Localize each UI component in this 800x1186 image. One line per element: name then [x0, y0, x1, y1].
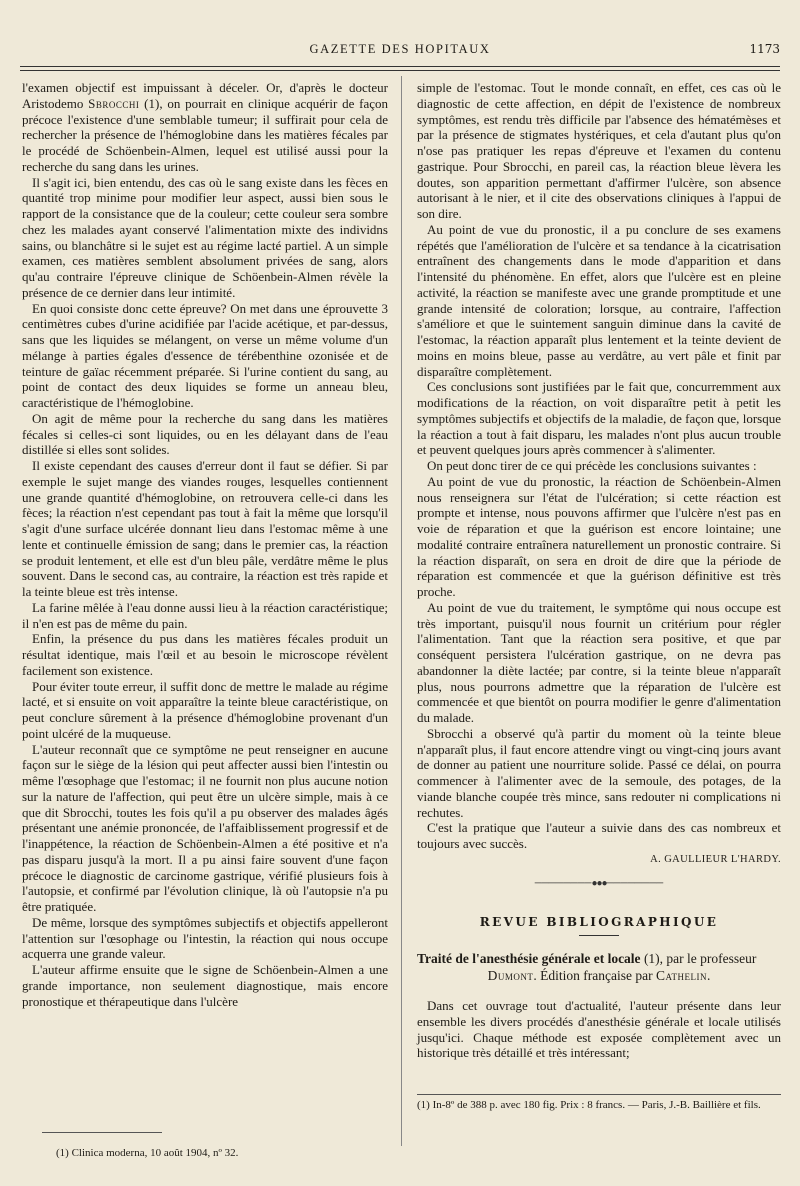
header-rule — [20, 66, 780, 67]
paragraph: Enfin, la présence du pus dans les matières fécales produit un résultat identique, mais l'œil et au besoin le microscope révèlent facilement son existence. — [22, 631, 388, 678]
page-number: 1173 — [749, 42, 780, 56]
paragraph: simple de l'estomac. Tout le monde connaît, en effet, ces cas où le diagnostic de cette affection, en dépit de l'existence de nombreux symptômes, est rendu très difficile par l'absence des hématémèses et par la présence de stigmates hystériques, et cela d'autant plus qu'on n'ose pas pratiquer les repas d'épreuve et l'examen du contenu gastrique. Pour Sbrocchi, en pareil cas, la réaction bleue lèvera les doutes, son apparition permettant d'affirmer l'ulcère, son absence autorisant à le nier, et il cite des observations cliniques à l'appui de son dire. — [417, 80, 781, 221]
paragraph: De même, lorsque des symptômes subjectifs et objectifs appelleront l'attention sur l'œsophage ou l'intestin, la réaction qui nous occupe acquerra une grande valeur. — [22, 914, 388, 962]
author-name: Sbrocchi — [88, 95, 140, 111]
footnote-rule — [42, 1132, 162, 1133]
paragraph: Il existe cependant des causes d'erreur dont il faut se défier. Si par exemple le sujet mange des viandes rouges, lesquelles contiennent une grande quantité d'hémoglobine, on retrouvera celle-ci dans les fèces; la réaction n'est cependant pas tout à fait la même que lorsqu'il s'agit d'une surface ulcérée donnant lieu dans l'estomac même à une lente et continuelle émission de sang; dans le premier cas, la réaction se produit lentement, et elle est d'un bleu pâle, verdâtre même le plus souvent. Dans le second cas, au contraire, la réaction est très rapide et la teinte bleue est très intense. — [22, 458, 388, 599]
journal-title: GAZETTE DES HOPITAUX — [309, 42, 491, 56]
paragraph: l'examen objectif est impuissant à déceler. Or, d'après le docteur Aristodemo Sbrocchi (1), on pourrait en clinique acquérir de façon précoce l'existence d'une semblable tumeur; il suffirait pour cela de rechercher la présence de l'hémoglobine dans les matières fécales par le procédé de Schöenbein-Almen, lequel est utilisé aussi pour la recherche du sang dans les urines. — [22, 80, 388, 174]
column-divider — [401, 76, 402, 1146]
paragraph: Sbrocchi a observé qu'à partir du moment où la teinte bleue n'apparaît plus, il faut encore attendre vingt ou vingt-cinq jours avant de donner au patient une nourriture solide. Passé ce délai, on pourra commencer à l'alimenter avec de la semoule, des potages, de la viande blanche coupée très mince, sans redouter ni complications ni rechutes. — [417, 725, 781, 820]
page-header — [20, 42, 780, 60]
paragraph: Pour éviter toute erreur, il suffit donc de mettre le malade au régime lacté, et si ensuite on voit apparaître la teinte bleue caractéristique, on peut conclure sûrement à la présence d'hémoglobine provenant d'un point ulcéré de la muqueuse. — [22, 678, 388, 741]
paragraph: Au point de vue du pronostic, il a pu conclure de ses examens répétés que l'amélioration de l'ulcère et sa tendance à la cicatrisation entraînent des changements dans le mode d'apparition et dans l'intensité du phénomène. En effet, alors que l'ulcère est en pleine activité, la réaction se manifeste avec une grande promptitude et une grande intensité de coloration; lorsque, au contraire, l'affection s'améliore et que le suintement sanguin diminue dans la cavité de l'estomac, la réaction apparaît plus lentement et la teinte devient de moins en moins bleue, passe au verdâtre, au vert pâle et finit par disparaître complètement. — [417, 221, 781, 379]
header-rule-double — [20, 70, 780, 71]
footnote-rule — [417, 1094, 781, 1095]
footnote: (1) In-8º de 388 p. avec 180 fig. Prix : 8 francs. — Paris, J.-B. Baillière et fils. — [417, 1099, 761, 1111]
paragraph: En quoi consiste donc cette épreuve? On met dans une éprouvette 3 centimètres cubes d'urine acidifiée par l'acide acétique, et par-dessus, sans que les liquides se mélangent, on verse un même volume d'un mélange à parties égales d'essence de térébenthine ozonisée et de teinture de gaïac récemment préparée. Si l'urine contient du sang, au point de contact des deux liquides se forme un anneau bleu, caractéristique de l'hémoglobine. — [22, 300, 388, 410]
paragraph: On agit de même pour la recherche du sang dans les matières fécales si celles-ci sont liquides, ou en les délayant dans de l'eau distillée si elles sont solides. — [22, 410, 388, 458]
ornament-divider: ────────●●●──────── — [534, 877, 664, 889]
book-credits: Dumont. Édition française par Cathelin. — [487, 968, 711, 983]
paragraph: Dans cet ouvrage tout d'actualité, l'auteur présente dans leur ensemble les divers procédés d'anesthésie générale et locale utilisés jusqu'ici. Chaque méthode est exposée complètement avec un historique très détaillé et très intéressant; — [417, 998, 781, 1061]
paragraph: On peut donc tirer de ce qui précède les conclusions suivantes : — [427, 458, 757, 473]
paragraph: Il s'agit ici, bien entendu, des cas où le sang existe dans les fèces en quantité trop minime pour modifier leur aspect, aussi bien sous le rapport de la consistance que de la couleur; cette couleur sera sombre chez les malades ayant conservé l'alimentation mixte des individns sains, ou blanchâtre si le sujet est au régime lacté partiel. A un simple examen, ces matières semblent absolument privées de sang, alors qu'au contraire l'épreuve clinique de Schöenbein-Almen révèle la présence de ce dernier dans leur intimité. — [22, 174, 388, 300]
footnote: (1) Clinica moderna, 10 août 1904, nº 32. — [56, 1147, 239, 1159]
left-column — [22, 80, 388, 1009]
paragraph: Au point de vue du pronostic, la réaction de Schöenbein-Almen nous renseignera sur l'état de l'ulcération; si cette réaction est prompte et intense, nous pouvons affirmer que l'ulcère n'est pas en voie de réparation et que la guérison est encore lointaine; une modalité contraire entraînera naturellement un pronostic contraire. Si la réaction disparaît, on sera en droit de dire que la période de réparation est commencée et que la guérison définitive est très proche. — [417, 473, 781, 599]
paragraph: La farine mêlée à l'eau donne aussi lieu à la réaction caractéristique; il n'en est pas de même du pain. — [22, 599, 388, 631]
book-title: Traité de l'anesthésie générale et locale (1), par le professeur — [417, 951, 757, 966]
paragraph: L'auteur affirme ensuite que le signe de Schöenbein-Almen a une grande importance, non seulement diagnostique, mais encore pronostique et thérapeutique dans l'ulcère — [22, 962, 388, 1009]
section-rule — [579, 935, 619, 936]
paragraph: L'auteur reconnaît que ce symptôme ne peut renseigner en aucune façon sur le siège de la lésion qui peut affecter aussi bien l'intestin ou même l'œsophage que l'estomac; il ne fournit non plus aucune notion sur la nature de l'affection, qui peut être un ulcère simple, mais à ce que dit Sbrocchi, toutes les fois qu'il a pu observer des malades âgés présentant une anémie prononcée, de l'affaiblissement progressif et de l'inappétence, la réaction de Schöenbein-Almen a été positive et n'a pas disparu jusqu'à la mort. Il a pu ainsi faire souvent d'une façon précoce le diagnostic de carcinome gastrique, vérifié plusieurs fois à l'autopsie, et confirmé par l'évolution clinique, là où l'autopsie n'a pu être pratiquée. — [22, 741, 388, 914]
right-column — [417, 80, 781, 1061]
section-title: REVUE BIBLIOGRAPHIQUE — [479, 915, 719, 930]
paragraph: Ces conclusions sont justifiées par le fait que, concurremment aux modifications de la réaction, on voit disparaître petit à petit les symptômes subjectifs et objectifs de la maladie, de façon que, lorsque la réaction a tout à fait disparu, les malades n'ont plus aucun trouble et peuvent quelques jours après commencer à s'alimenter. — [417, 379, 781, 458]
paragraph: Au point de vue du traitement, le symptôme qui nous occupe est très important, puisqu'il nous fournit un critérium pour régler l'alimentation. Tant que la réaction sera positive, et que par conséquent persistera l'ulcération gastrique, on ne devra pas abandonner la diète lactée; par contre, si la teinte bleue n'apparaît plus, nous pourrons admettre que la réparation de l'ulcère est commencée et que bientôt on pourra modifier le genre d'alimentation du malade. — [417, 599, 781, 725]
paragraph: C'est la pratique que l'auteur a suivie dans des cas nombreux et toujours avec succès. — [417, 820, 781, 851]
article-signature: A. GAULLIEUR L'HARDY. — [650, 853, 781, 865]
